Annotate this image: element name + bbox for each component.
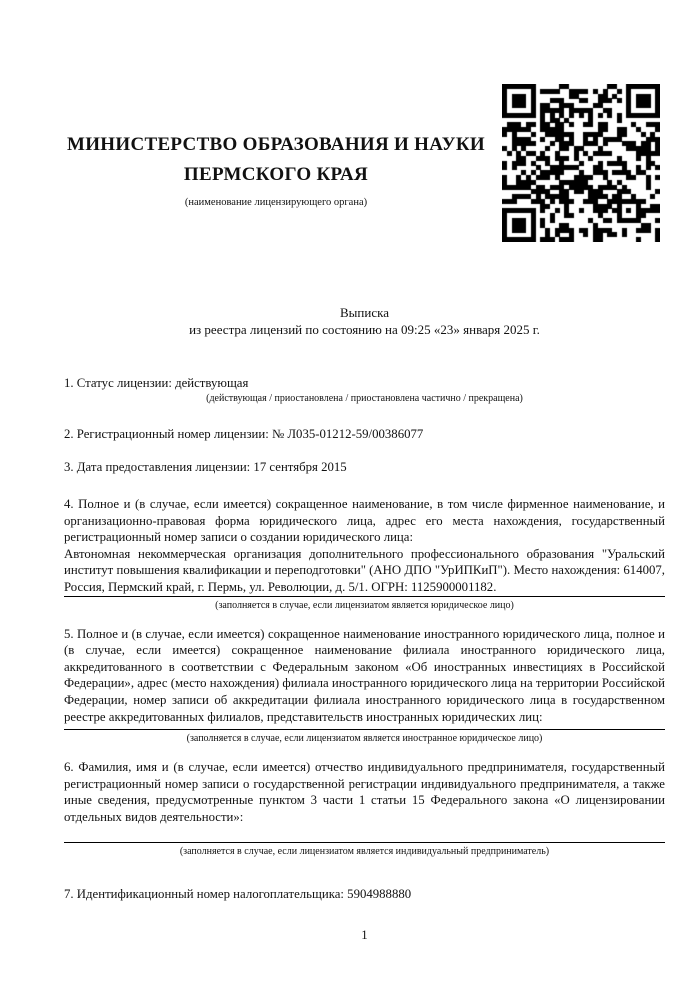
ministry-header [64,130,488,209]
qr-code-icon [502,84,660,242]
entrepreneur-fill-rule [64,842,665,843]
document-title [64,304,665,338]
license-status-line: 1. Статус лицензии: действующая [64,376,249,390]
registration-number-line: 2. Регистрационный номер лицензии: № Л035-01212-59/00386077 [64,427,424,441]
legal-entity-fill-rule [64,596,665,597]
legal-entity-clause-note: (заполняется в случае, если лицензиатом является юридическое лицо) [215,599,514,611]
taxpayer-id-line: 7. Идентификационный номер налогоплательщика: 5904988880 [64,886,412,901]
legal-entity-clause-label: 4. Полное и (в случае, если имеется) сокращенное наименование, в том числе фирменное наименование, и организационно-правовая форма юридического лица, адрес его места нахождения, государственный регистрационный номер записи о создании юридического лица: [64,497,665,545]
entrepreneur-clause-note: (заполняется в случае, если лицензиатом является индивидуальный предприниматель) [179,845,550,857]
foreign-entity-clause-note: (заполняется в случае, если лицензиатом является иностранное юридическое лицо) [186,733,543,745]
foreign-entity-clause-label: 5. Полное и (в случае, если имеется) сокращенное наименование иностранного юридического лица, полное и (в случае, если имеется) сокращенное наименование филиала иностранного юридического лица, аккредитованного в соответствии с Федеральным законом «Об иностранных инвестициях в Российской Федерации», адрес (место нахождения) филиала иностранного юридического лица на территории Российской Федерации, номер записи об аккредитации филиала иностранного юридического лица в государственном реестре аккредитованных филиалов, представительств иностранных юридических лиц: [64,626,665,724]
legal-entity-clause-value: Автономная некоммерческая организация дополнительного профессионального образования "Уральский институт повышения квалификации и переподготовки" (АНО ДПО "УрИПКиП"). Место нахождения: 614007, Россия, Пермский край, г. Пермь, ул. Революции, д. 5/1. ОГРН: 1125900001182. [64,546,665,594]
license-status-note: (действующая / приостановлена / приостановлена частично / прекращена) [206,393,523,404]
ministry-name-line2: ПЕРМСКОГО КРАЯ [183,164,369,185]
ministry-name-line1: МИНИСТЕРСТВО ОБРАЗОВАНИЯ И НАУКИ [66,134,486,155]
document-body [64,304,665,903]
document-title-line1: Выписка [340,305,389,320]
license-grant-date-line: 3. Дата предоставления лицензии: 17 сентября 2015 [64,460,347,474]
document-title-line2: из реестра лицензий по состоянию на 09:25 «23» января 2025 г. [189,322,540,337]
licensing-authority-caption: (наименование лицензирующего органа) [184,197,368,208]
entrepreneur-clause-label: 6. Фамилия, имя и (в случае, если имеется) отчество индивидуального предпринимателя, государственный регистрационный номер записи о государственной регистрации индивидуального предпринимателя, а также иные сведения, предусмотренные пунктом 3 части 1 статьи 15 Федерального закона «О лицензировании отдельных видов деятельности»: [64,760,665,824]
page-number: 1 [361,928,368,942]
foreign-entity-fill-rule [64,729,665,730]
